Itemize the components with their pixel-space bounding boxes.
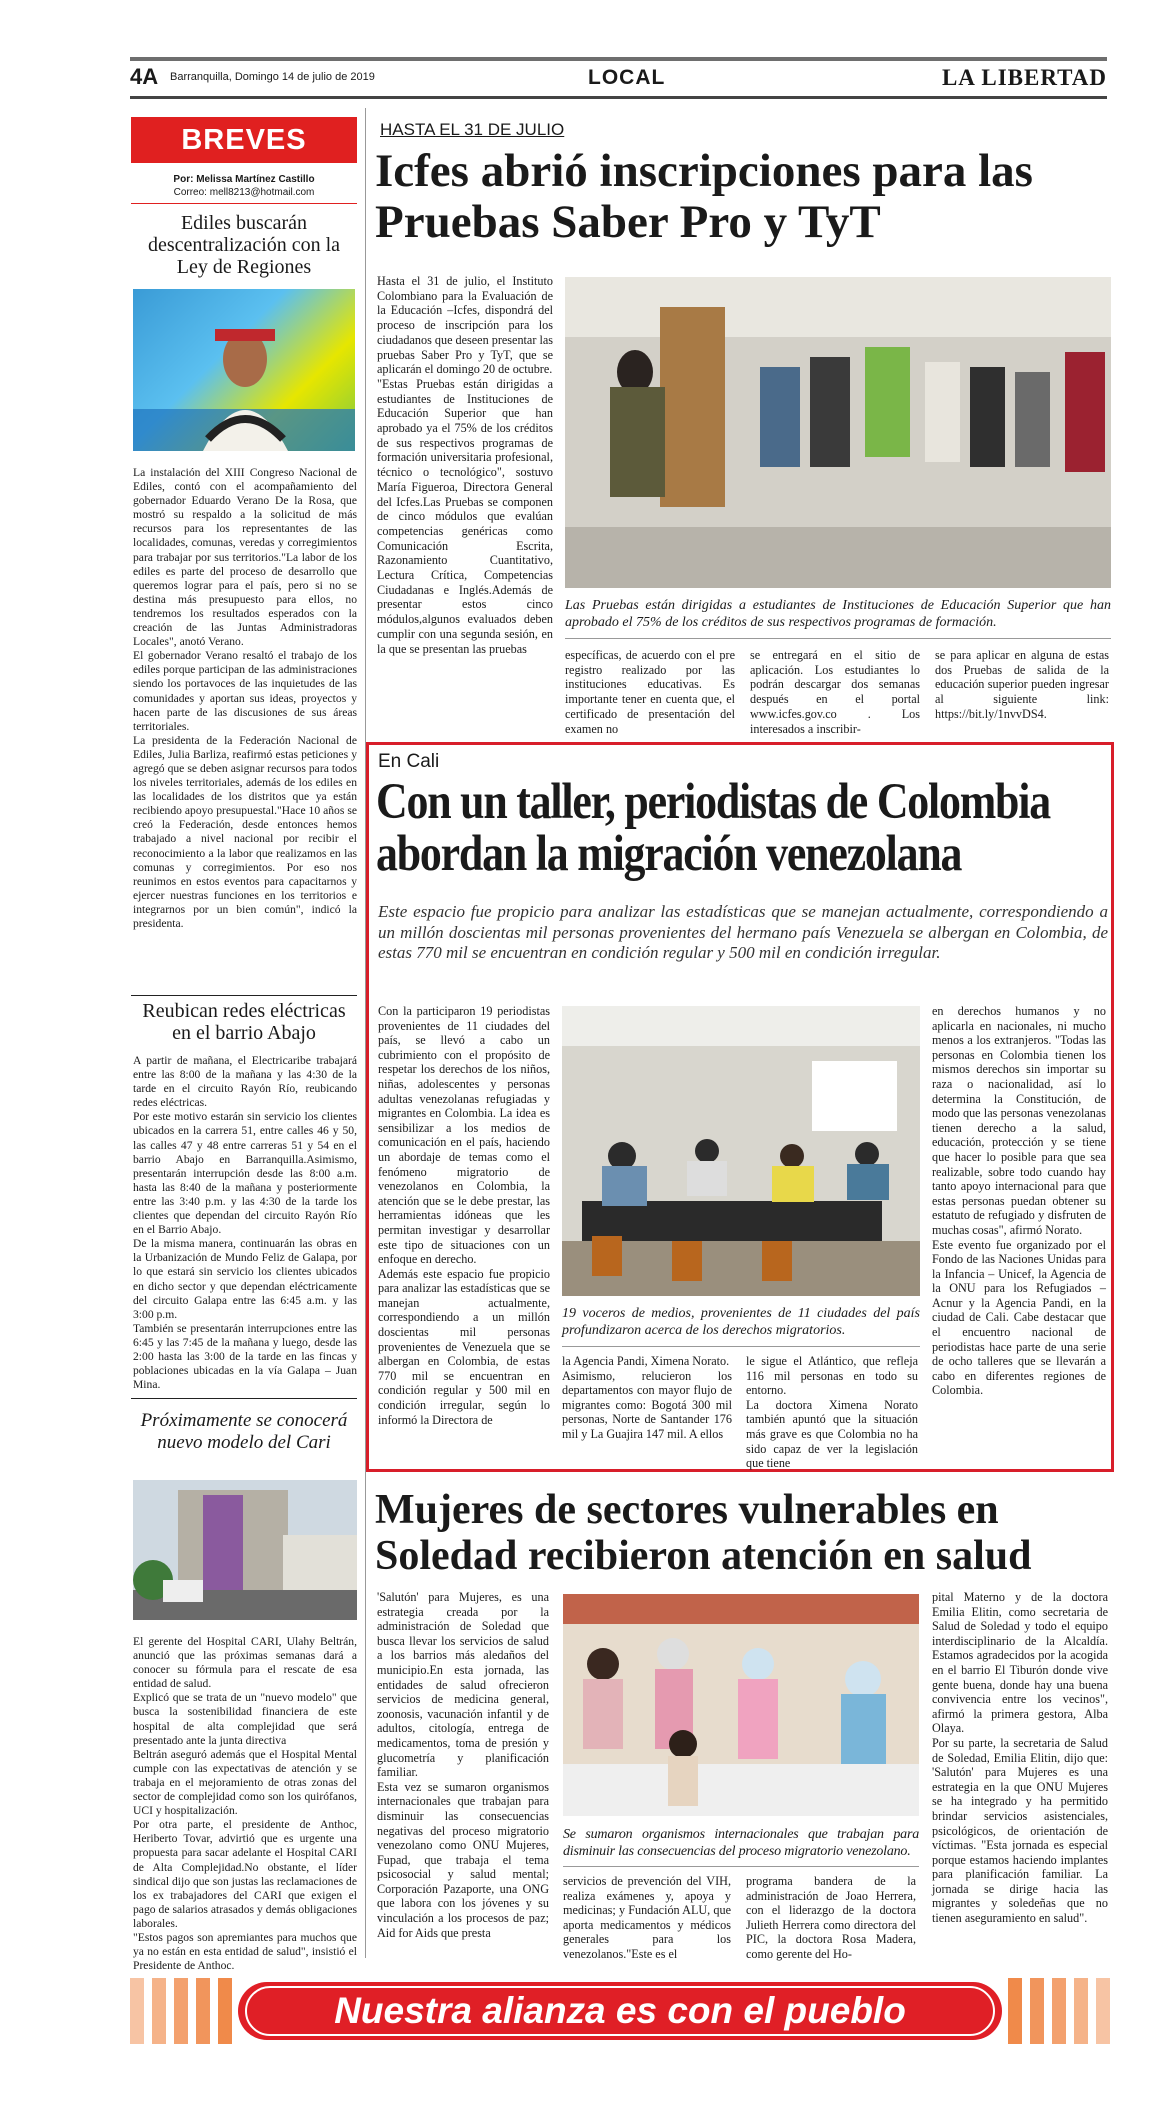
article2-headline: Con un taller, periodistas de Colombia abordan la migración venezolana [376, 774, 1050, 882]
story2-headline: Reubican redes eléctricas en el barrio Abajo [142, 1000, 346, 1044]
hospital-building-icon [133, 1480, 357, 1620]
article1-photo [565, 277, 1111, 588]
story1-body: La instalación del XIII Congreso Nacional de Ediles, contó con el acompañamiento del gobernador Eduardo Verano De la Rosa, que mostró su respaldo a la solicitud de más recursos para los representantes de las localidades, comunas, veredas y corregimientos para trabajar por sus territorios."La labor de los ediles es parte del proceso de desarrollo que queremos lograr para el país, pero si no se destina más presupuesto para ellos, no tendremos los resultados esperados con la creación de las Juntas Administradoras Locales", anotó Verano. El gobernador Verano resaltó el trabajo de los ediles porque participan de las administraciones siendo los portavoces de las inquietudes de las comunidades y aportan sus ideas, proyectos y hacen parte de las discusiones de sus áreas territoriales. La presidenta de la Federación Nacional de Ediles, Julia Barliza, reafirmó estas peticiones y agregó que se deben asignar recursos para todos los niveles territoriales, además de los ediles en las localidades de los distritos que ya están recibiendo apoyo presupuestal."Hace 10 años se creó la Federación, desde entonces hemos trabajado a nivel nacional por recibir el reconocimiento a la labor que realizamos en las comunas y corregimientos. Por eso nos reunimos en estos eventos para capacitarnos y ejercer nuestras funciones en los territorios e integrarnos por un bien común", indicó la presidenta. [133, 466, 357, 930]
article2-caption: 19 voceros de medios, provenientes de 11 ciudades del país profundizaron acerca de los derechos migratorios. [562, 1306, 920, 1338]
header-top-rule [130, 57, 1107, 61]
article1-col4: se para aplicar en alguna de estas dos Pruebas de salida de la educación superior pueden ingresar al siguiente link: https://bit.ly/1nvvDS4. [935, 648, 1109, 721]
article3-col3: programa bandera de la administración de Joao Herrera, con el liderazgo de la doctora Julieth Herrera como directora del PIC, la doctora Rosa Madera, como gerente del Ho- [746, 1874, 916, 1961]
article1-col3: se entregará en el sitio de aplicación. Los estudiantes lo podrán descargar dos semanas después en el portal www.icfes.gov.co . Los interesados a inscribir- [750, 648, 920, 736]
story3-headline: Próximamente se conocerá nuevo modelo del Cari [140, 1410, 348, 1453]
banner-slogan: Nuestra alianza es con el pueblo [334, 1990, 906, 2031]
article3-col1: 'Salutón' para Mujeres, es una estrategia creada por la administración de Soledad que busca llevar los servicios de salud a los barrios más aledaños del municipio.En esta jornada, las entidades de salud ofrecieron servicios de medicina general, zoonosis, vacunación infantil y de adultos, citología, entrega de medicamentos, toma de presión y glucometría y planificación familiar. Esta vez se sumaron organismos internacionales que trabajan para disminuir las consecuencias negativas del proceso migratorio venezolano como ONU Mujeres, Fupad, que trabaja el tema psicosocial y salud mental; Corporación Pazaporte, una ONG que labora con los jóvenes y su vinculación a los procesos de paz; Aid for Aids que presta [377, 1590, 549, 1940]
story3-body: El gerente del Hospital CARI, Ulahy Beltrán, anunció que las próximas semanas dará a conocer su fórmula para el rescate de esa entidad de salud. Explicó que se trata de un "nuevo modelo" que busca la sostenibilidad financiera de este hospital de alta complejidad que será presentado ante la junta directiva Beltrán aseguró además que el Hospital Mental cumple con las expectativas de atención y se trabaja en el mejoramiento de otras zonas del sector de complejidad como son los quirófanos, UCI y hospitalización. Por otra parte, el presidente de Anthoc, Heriberto Tovar, advirtió que es urgente una propuesta para sacar adelante el Hospital CARI de Alta Complejidad.No obstante, el líder sindical dijo que son justas las reclamaciones de los ex trabajadores del CARI que exigen el pago de salarios atrasados y demás obligaciones laborales. "Estos pagos son apremiantes para muchos que ya no están en esta entidad de salud", insistió el Presidente de Anthoc. [133, 1635, 357, 1973]
story3-photo [133, 1480, 357, 1620]
byline-author: Por: Melissa Martínez Castillo [173, 174, 315, 185]
article1-caption-rule [565, 638, 1111, 639]
article3-col4: pital Materno y de la doctora Emilia Elitin, como secretaria de Salud de Soledad y todo el equipo interdisciplinario de la Alcaldía. Estamos agradecidos por la acogida en el barrio El Tiburón donde vive gente buena, donde hay una buena convivencia entre los vecinos", afirmó la primera gestora, Alba Olaya. Por su parte, la secretaria de Salud de Soledad, Emilia Elitin, dijo que: 'Salutón' para Mujeres es una estrategia en la que ONU Mujeres se ha integrado y ha permitido brindar servicios asistenciales, psicológicos, de orientación de víctimas. "Esta jornada es especial porque estamos haciendo implantes para planificación familiar. La jornada se dirige hacia las migrantes y soledeñas que no tienen aseguramiento en salud". [932, 1590, 1108, 1926]
story1-headline: Ediles buscarán descentralización con la Ley de Regiones [147, 212, 341, 278]
article2-col1: Con la participaron 19 periodistas provenientes de 11 ciudades del país, se llevó a cabo un cubrimiento con el propósito de respetar los derechos de los niños, niñas, adolescentes y personas adultas venezolanas refugiadas y migrantes en Colombia. La idea es sensibilizar a los medios de comunicación en el país, haciendo un abordaje de temas como el fenómeno migratorio de venezolanos en Colombia, la atención que se le debe prestar, las herramientas idóneas que les permitan investigar y desarrollar este tipo de situaciones con un enfoque en derecho. Además este espacio fue propicio para analizar las estadísticas que se manejan actualmente, correspondiendo a un millón doscientas mil personas provenientes de Venezuela que se albergan en Colombia, de estas 770 mil se encuentran en condición regular y 500 mil en condición irregular, según lo informó la Directora de [378, 1004, 550, 1427]
sidebar-rule [131, 203, 357, 204]
byline-email: Correo: mell8213@hotmail.com [173, 187, 315, 198]
article3-col2: servicios de prevención del VIH, realiza exámenes y, apoya y medicinas; y Fundación ALU, que aporta medicamentos y médicos generales para los venezolanos."Este es el [563, 1874, 731, 1961]
page-header [130, 62, 1107, 94]
health-workers-icon [563, 1594, 919, 1816]
breves-byline [131, 173, 357, 199]
article2-photo [562, 1006, 920, 1296]
article1-col2: específicas, de acuerdo con el pre registro realizado por las instituciones educativas. Es importante tener en cuenta que, el certificado de presentación del examen no [565, 648, 735, 736]
masthead: LA LIBERTAD [941, 65, 1107, 90]
date-line: Barranquilla, Domingo 14 de julio de 2019 [170, 71, 375, 83]
article2-deck: Este espacio fue propicio para analizar las estadísticas que se manejan actualmente, correspondiendo a un millón doscientas mil personas provenientes del hermano país Venezuela se albergan en Colombia, de estas 770 mil se encuentran en condición regular y 500 mil en condición irregular. [378, 902, 1108, 962]
article2-caption-rule [562, 1346, 920, 1347]
speaker-woman-icon [133, 289, 355, 451]
article1-kicker: HASTA EL 31 DE JULIO [380, 120, 565, 139]
breves-title: BREVES [131, 117, 357, 163]
workshop-meeting-icon [562, 1006, 920, 1296]
article2-col2: la Agencia Pandi, Ximena Norato. Asimismo, relucieron los departamentos con mayor flujo de migrantes como: Bogotá 300 mil personas, Norte de Santander 176 mil y La Guajira 147 mil. A ellos [562, 1354, 732, 1441]
article2-kicker: En Cali [378, 751, 440, 772]
article3-caption-rule [563, 1866, 919, 1867]
article3-headline: Mujeres de sectores vulnerables en Soledad recibieron atención en salud [375, 1487, 1032, 1579]
header-bottom-rule [130, 96, 1107, 99]
sidebar-rule-3 [131, 1398, 357, 1399]
article1-caption: Las Pruebas están dirigidas a estudiantes de Instituciones de Educación Superior que han aprobado el 75% de los créditos de sus respectivos programas de formación. [565, 598, 1111, 630]
article3-caption: Se sumaron organismos internacionales que trabajan para disminuir las consecuencias del proceso migratorio venezolano. [563, 1827, 919, 1859]
page-number: 4A [130, 64, 159, 89]
article2-col4: en derechos humanos y no aplicarla en nacionales, ni mucho menos a los extranjeros. "Todas las personas en Colombia tienen los mismos derechos sin importar su raza o nacionalidad, así lo determina la Constitución, de modo que las personas venezolanas tienen derecho a la salud, educación, protección y se tiene que hacer lo posible para que sea realizable, sobre todo cuando hay tanto apoyo internacional para que estas personas puedan obtener su estatuto de refugiado y disfruten de muchas cosas", afirmó Norato. Este evento fue organizado por el Fondo de las Naciones Unidas para la Infancia – Unicef, la Agencia de la ONU para los Refugiados – Acnur y la Agencia Pandi, en la ciudad de Cali. Cabe destacar que el encuentro nacional de periodistas hace parte de una serie de ocho talleres que se llevarán a cabo en diferentes regiones de Colombia. [932, 1004, 1106, 1398]
section-name: LOCAL [588, 66, 666, 89]
article2-col3: le sigue el Atlántico, que refleja 116 mil personas en todo su entorno. La doctora Ximena Norato también apuntó que la situación más grave es que Colombia no ha sido capaz de ver la legislación que tiene [746, 1354, 918, 1471]
story2-body: A partir de mañana, el Electricaribe trabajará entre las 8:00 de la mañana y las 4:30 de la tarde en el circuito Rayón Río, reubicando redes eléctricas. Por este motivo estarán sin servicio los clientes ubicados en la carrera 51, entre calles 46 y 50, las calles 47 y 48 entre carreras 51 y 54 en el barrio Abajo en Barranquilla.Asimismo, presentarán interrupción desde las 8:00 a.m. hasta las 8:40 de la mañana y posteriormente entre las 3:40 p.m. y las 4:30 de la tarde los clientes que dependan del circuito Rayón Río en el Barrio Abajo. De la misma manera, continuarán las obras en la Urbanización de Mundo Feliz de Galapa, por lo que estará sin servicio los clientes ubicados en dicho sector y que dependan eléctricamente del circuito Galapa entre las 6:45 a.m. y las 3:00 p.m. También se presentarán interrupciones entre las 6:45 y las 7:45 de la mañana y luego, desde las 2:00 hasta las 3:00 de la tarde en las fincas y poblaciones ubicadas en la vía Galapa – Juan Mina. [133, 1054, 357, 1392]
article1-col1: Hasta el 31 de julio, el Instituto Colombiano para la Evaluación de la Educación –Icfes, dispondrá del proceso de inscripción para los ciudadanos que deseen presentar las pruebas Saber Pro y TyT, que se aplicarán el domingo 20 de octubre. "Estas Pruebas están dirigidas a estudiantes de Instituciones de Educación Superior que han aprobado ya el 75% de los créditos de sus respectivos programas de formación universitaria profesional, técnico o tecnológico", sostuvo María Figueroa, Directora General del Icfes.Las Pruebas se componen de cinco módulos que evalúan competencias genéricas como Comunicación Escrita, Razonamiento Cuantitativo, Lectura Crítica, Competencias Ciudadanas e Inglés.Además de presentar estos cinco módulos,algunos evaluados deben cumplir con una segunda sesión, en la que se presentan las pruebas [377, 274, 553, 656]
article3-photo [563, 1594, 919, 1816]
sidebar-rule-2 [131, 995, 357, 996]
footer-banner [130, 1978, 1110, 2044]
story1-photo [133, 289, 355, 451]
students-queue-icon [565, 277, 1111, 588]
article1-headline: Icfes abrió inscripciones para las Pruebas Saber Pro y TyT [375, 145, 1033, 248]
